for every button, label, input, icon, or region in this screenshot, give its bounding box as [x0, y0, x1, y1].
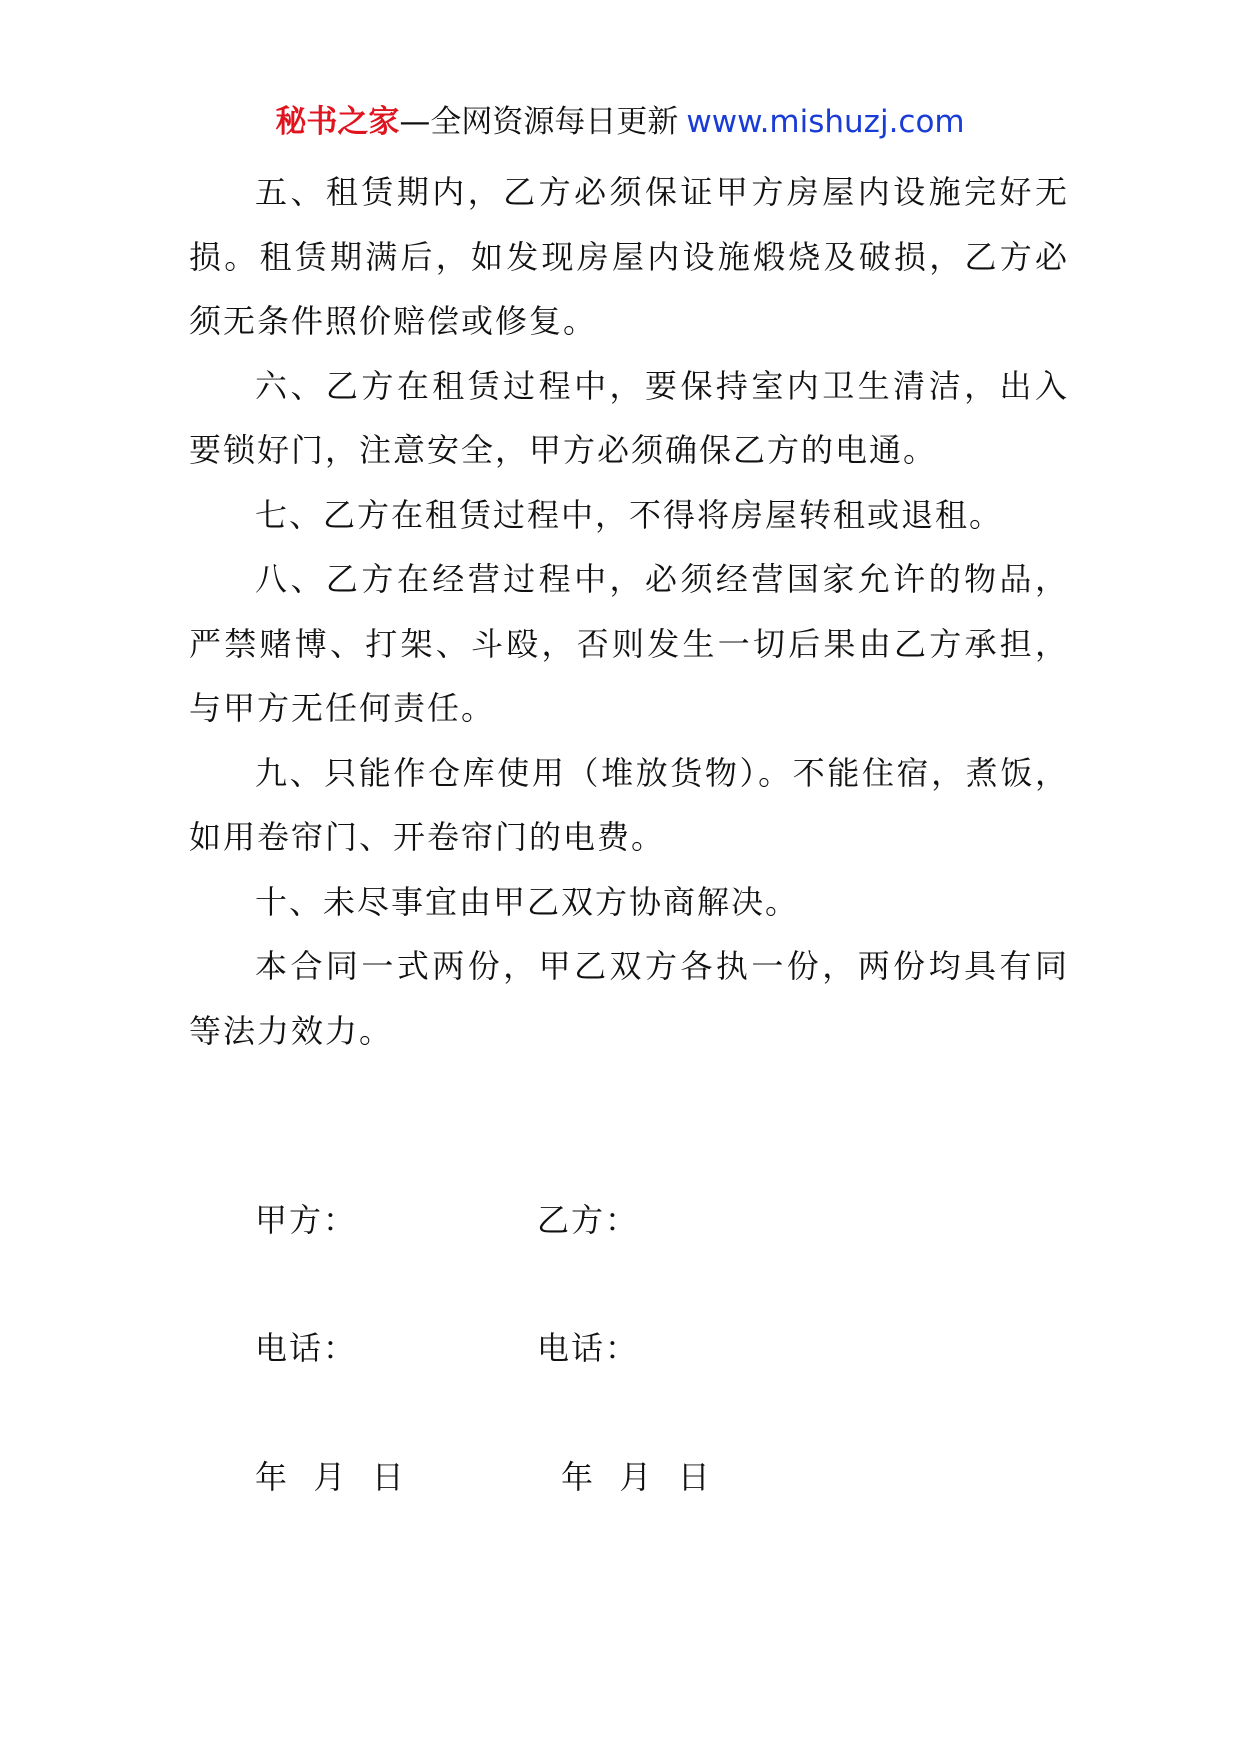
clause-7: 七、乙方在租赁过程中，不得将房屋转租或退租。	[255, 495, 1004, 534]
contract-body	[189, 160, 1069, 1063]
clause-8: 八、乙方在经营过程中，必须经营国家允许的物品，严禁赌博、打架、斗殴，否则发生一切后果由乙方承担，与甲方无任何责任。	[189, 560, 1069, 727]
site-tagline: —全网资源每日更新	[399, 104, 679, 140]
copies-clause: 本合同一式两份，甲乙双方各执一份，两份均具有同等法力效力。	[189, 947, 1069, 1050]
date-a: 年 月 日	[255, 1458, 406, 1496]
site-url[interactable]: www.mishuzj.com	[686, 104, 965, 140]
clause-10: 十、未尽事宜由甲乙双方协商解决。	[255, 882, 800, 921]
phone-a-label: 电话：	[255, 1329, 358, 1367]
site-header	[0, 100, 1240, 144]
clause-9: 九、只能作仓库使用（堆放货物）。不能住宿，煮饭，如用卷帘门、开卷帘门的电费。	[189, 753, 1069, 856]
date-b: 年 月 日	[561, 1458, 712, 1496]
clause-5: 五、租赁期内，乙方必须保证甲方房屋内设施完好无损。租赁期满后，如发现房屋内设施煅烧及破损，乙方必须无条件照价赔偿或修复。	[189, 173, 1069, 340]
party-b-label: 乙方：	[537, 1201, 640, 1239]
site-brand: 秘书之家	[275, 104, 400, 140]
phone-b-label: 电话：	[537, 1329, 640, 1367]
party-a-label: 甲方：	[255, 1201, 358, 1239]
clause-6: 六、乙方在租赁过程中，要保持室内卫生清洁，出入要锁好门，注意安全，甲方必须确保乙方的电通。	[189, 366, 1069, 469]
